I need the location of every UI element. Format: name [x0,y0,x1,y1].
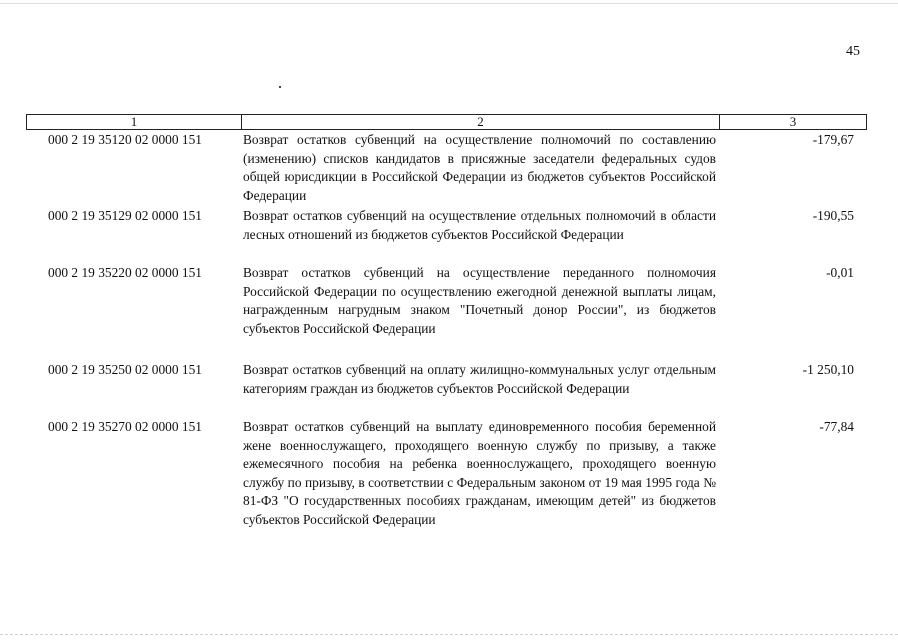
row-description: Возврат остатков субвенций на осуществление переданного полномочия Российской Федерации по осуществлению ежегодной денежной выплаты лицам, награжденным нагрудным знаком "Почетный донор России", из бюджетов субъектов Российской Федерации [243,265,716,336]
scan-edge-top [0,3,898,4]
budget-code: 000 2 19 35120 02 0000 151 [48,132,202,147]
budget-code: 000 2 19 35129 02 0000 151 [48,208,202,223]
row-amount: -0,01 [826,265,854,280]
row-description: Возврат остатков субвенций на осуществление полномочий по составлению (изменению) списков кандидатов в присяжные заседатели федеральных судов общей юрисдикции в Российской Федерации из бюджетов субъектов Российской Федерации [243,132,716,203]
column-header-3: 3 [789,114,797,129]
column-header-2: 2 [242,115,720,129]
budget-code: 000 2 19 35270 02 0000 151 [48,419,202,434]
scan-speck [279,86,281,88]
row-amount: -179,67 [812,132,854,147]
row-amount: -1 250,10 [802,362,854,377]
budget-code: 000 2 19 35250 02 0000 151 [48,362,202,377]
scan-edge-bottom [0,633,898,635]
row-description: Возврат остатков субвенций на выплату единовременного пособия беременной жене военнослужащего, проходящего военную службу по призыву, а также ежемесячного пособия на ребенка военнослужащего, проходящего военную службу по призыву, в соответствии с Федеральным законом от 19 мая 1995 года № 81-ФЗ "О государственных пособиях гражданам, имеющим детей" из бюджетов субъектов Российской Федерации [243,419,716,527]
column-header-1: 1 [27,115,242,129]
row-amount: -190,55 [812,208,854,223]
row-description: Возврат остатков субвенций на осуществление отдельных полномочий в области лесных отношений из бюджетов субъектов Российской Федерации [243,208,716,242]
page-number: 45 [846,44,860,59]
row-amount: -77,84 [819,419,854,434]
budget-code: 000 2 19 35220 02 0000 151 [48,265,202,280]
row-description: Возврат остатков субвенций на оплату жилищно-коммунальных услуг отдельным категориям граждан из бюджетов субъектов Российской Федерации [243,362,716,396]
table-header [26,114,867,130]
